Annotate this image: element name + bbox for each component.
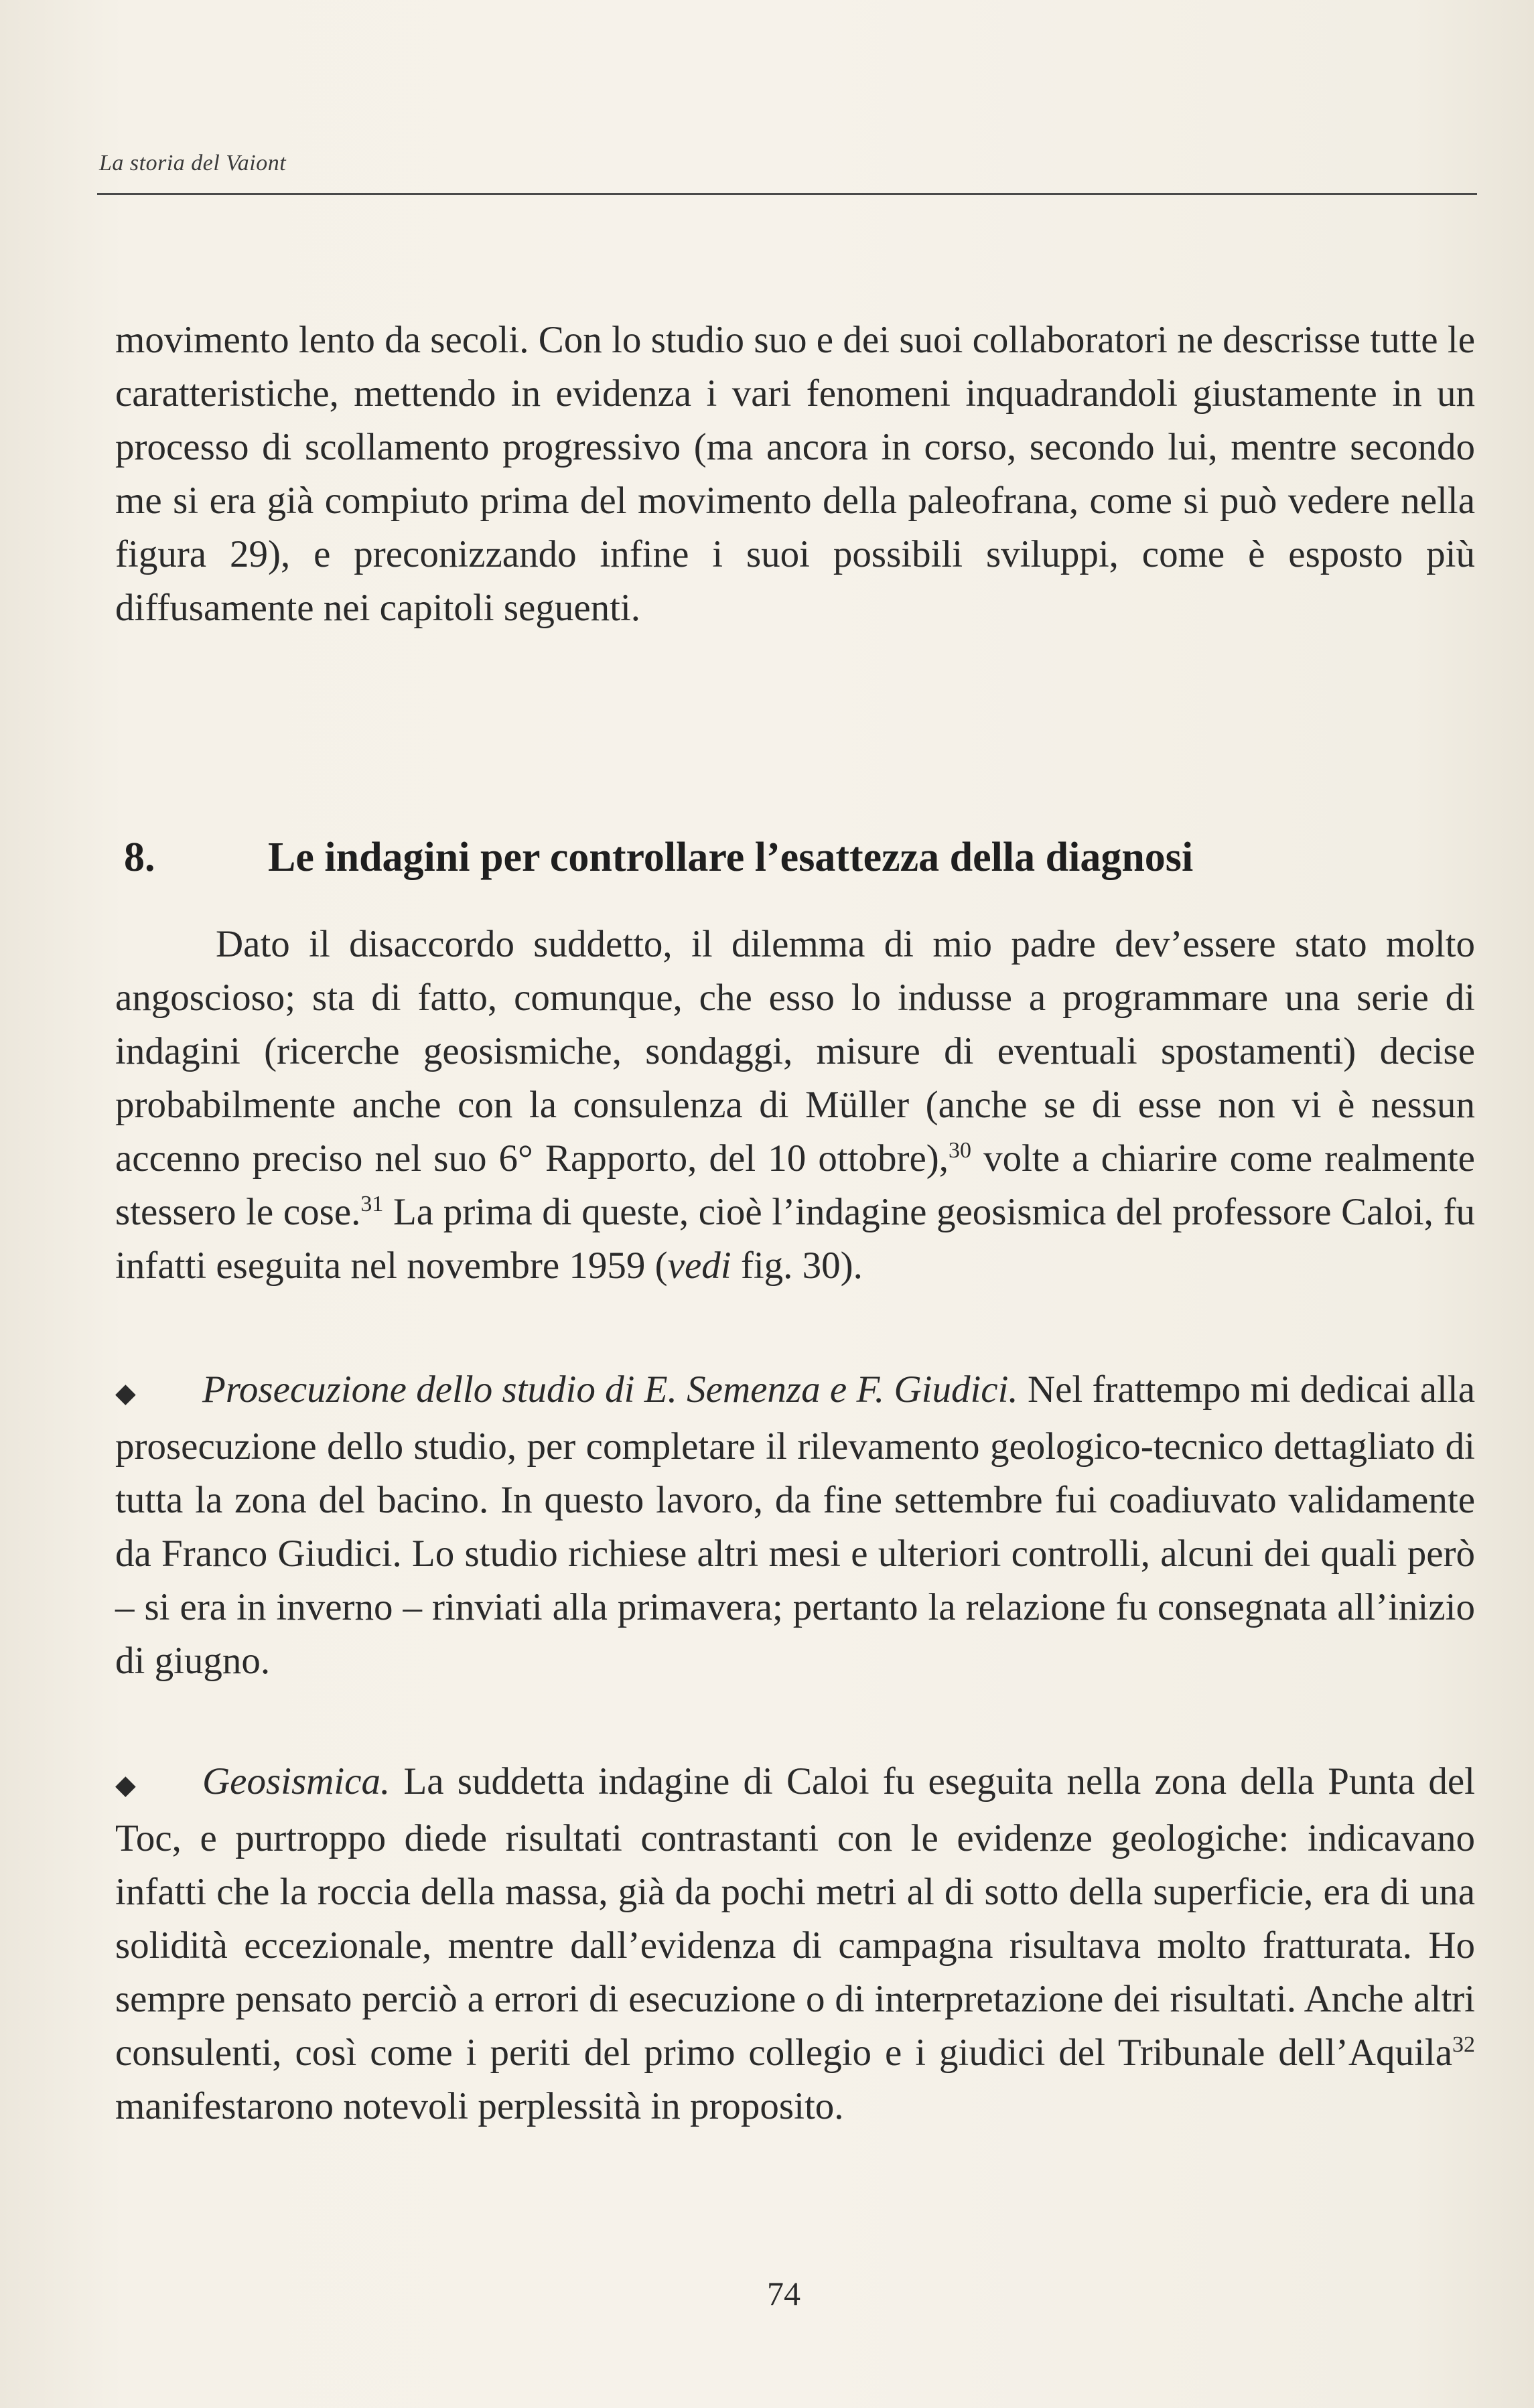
paragraph-text: volte a chiarire come realmente stessero le cose. <box>115 1137 1475 1233</box>
section-heading <box>124 834 1397 881</box>
running-title: La storia del Vaiont <box>99 151 287 175</box>
page-number: 74 <box>767 2275 800 2312</box>
bullet-text: Nel frattempo mi dedicai alla prosecuzione dello studio, per completare il rilevamento geologico-tecnico dettagliato di tutta la zona del bacino. In questo lavoro, da fine settembre fui coadiuvato validamente da Franco Giudici. Lo studio richiese altri mesi e ulteriori controlli, alcuni dei quali però – si era in inverno – rinviati alla primavera; pertanto la relazione fu consegnata all’inizio di giugno. <box>115 1368 1475 1682</box>
section-number: 8. <box>124 835 155 880</box>
footnote-ref-30: 30 <box>949 1138 971 1163</box>
diamond-bullet-icon: ◆ <box>115 1769 136 1800</box>
bullet-lead: Geosismica. <box>202 1760 391 1802</box>
paragraph-text: fig. 30). <box>731 1245 863 1287</box>
paragraph-continuation: movimento lento da secoli. Con lo studio suo e dei suoi collaboratori ne descrisse tutte le caratteristiche, mettendo in evidenza i vari fenomeni inquadrandoli giustamente in un processo di scollamento progressivo (ma ancora in corso, secondo lui, mentre secondo me si era già compiuto prima del movimento della paleofrana, come si può vedere nella figura 29), e preconizzando infine i suoi possibili sviluppi, come è esposto più diffusamente nei capitoli seguenti. <box>115 319 1475 629</box>
vedi-italic: vedi <box>667 1245 731 1287</box>
bullet-text: manifestarono notevoli perplessità in proposito. <box>115 2084 844 2127</box>
bullet-text: La suddetta indagine di Caloi fu eseguita nella zona della Punta del Toc, e purtroppo diede risultati contrastanti con le evidenze geologiche: indicavano infatti che la roccia della massa, già da pochi metri al di sotto della superficie, era di una solidità eccezionale, mentre dall’evidenza di campagna risultava molto fratturata. Ho sempre pensato perciò a errori di esecuzione o di interpretazione dei risultati. Anche altri consulenti, così come i periti del primo collegio e i giudici del Tribunale dell’Aquila <box>115 1760 1475 2074</box>
footnote-ref-32: 32 <box>1452 2032 1475 2057</box>
bullet-lead: Prosecuzione dello studio di E. Semenza e F. Giudici. <box>202 1368 1018 1411</box>
header-rule <box>97 193 1477 195</box>
footnote-ref-31: 31 <box>360 1192 384 1216</box>
paragraph-text: La prima di queste, cioè l’indagine geosismica del professore Caloi, fu infatti eseguita nel novembre 1959 ( <box>115 1191 1475 1287</box>
bullet-item-geosismica <box>115 1755 1475 2133</box>
section-title: Le indagini per controllare l’esattezza della diagnosi <box>268 835 1194 880</box>
paragraph-indagini <box>115 918 1475 1293</box>
paragraph-text: Dato il disaccordo suddetto, il dilemma di mio padre dev’essere stato molto angoscioso; sta di fatto, comunque, che esso lo indusse a programmare una serie di indagini (ricerche geosismiche, sondaggi, misure di eventuali spostamenti) decise probabilmente anche con la consulenza di Müller (anche se di esse non vi è nessun accenno preciso nel suo 6° Rapporto, del 10 ottobre), <box>115 923 1475 1180</box>
diamond-bullet-icon: ◆ <box>115 1377 136 1408</box>
bullet-item-prosecuzione <box>115 1363 1475 1688</box>
